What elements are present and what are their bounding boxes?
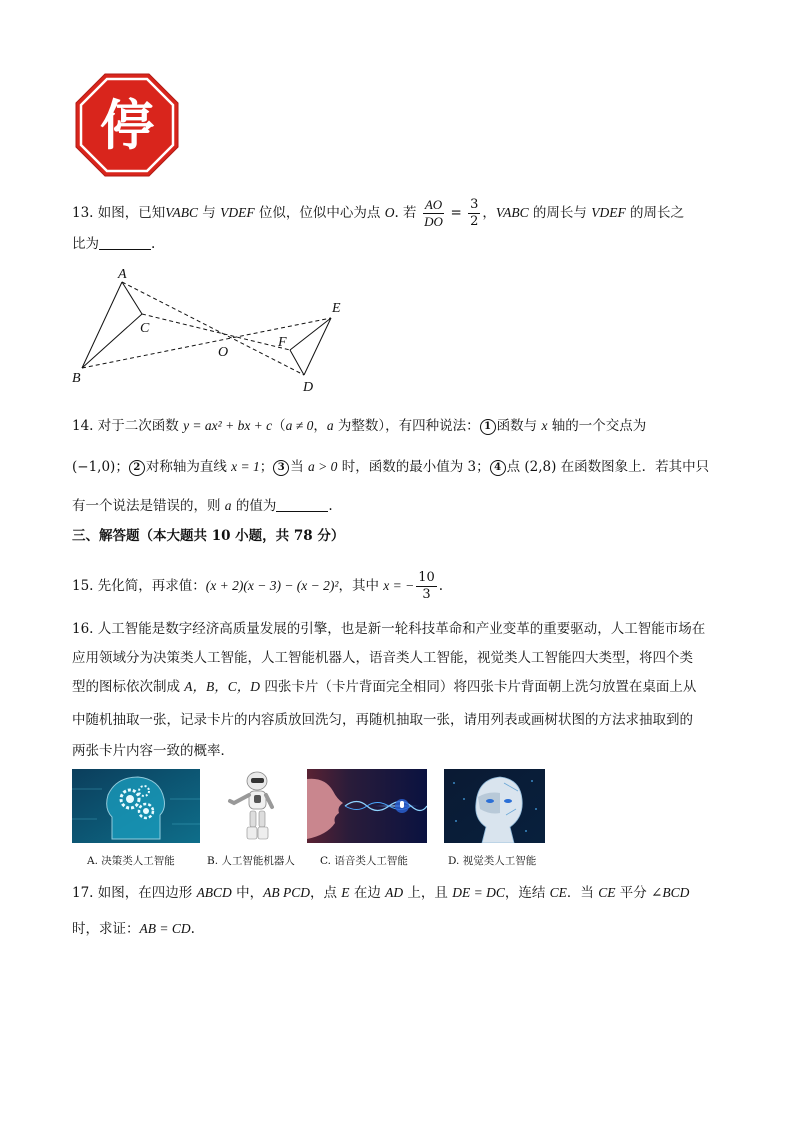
q14-line2 [72, 457, 709, 477]
q17-segment-ce: CE [549, 885, 567, 900]
stop-sign-image [74, 72, 180, 178]
fraction-numerator: AO [424, 197, 443, 212]
q13-text: . 若 [394, 205, 421, 221]
fraction-denominator: DO [424, 214, 443, 229]
q14-function: y = ax² + bx + c [183, 418, 273, 433]
q13-triangle-def: VDEF [591, 205, 626, 220]
q15-x-value: x = − [383, 578, 415, 593]
q17-text: 在边 [349, 885, 386, 901]
q14-text: 当 [290, 459, 309, 475]
circled-number-1: 1 [480, 419, 496, 435]
q17-conclusion: AB = CD [139, 921, 191, 936]
q15-expression: (x + 2)(x − 3) − (x − 2)² [205, 578, 339, 593]
caption-a: A. 决策类人工智能 [87, 855, 175, 867]
label-b: B [72, 371, 81, 386]
label-d: D [303, 380, 314, 395]
q16-text: 型的图标依次制成 [72, 679, 185, 695]
q13-triangle-abc: VABC [495, 205, 529, 220]
q16-line1: 16. 人工智能是数字经济高质量发展的引擎，也是新一轮科技革命和产业变革的重要驱动，人工智能市场在 [72, 621, 706, 637]
q17-point-e: E [341, 885, 350, 900]
q13-figure [66, 262, 356, 398]
q15-text: 15. 先化简，再求值： [72, 578, 206, 594]
q17-text: 17. 如图，在四边形 [72, 885, 197, 901]
q14-variable: a [224, 498, 232, 513]
label-a: A [118, 267, 127, 282]
q14-text: 轴的一个交点为 [547, 418, 647, 434]
q13-text: 与 [198, 205, 221, 221]
q14-text: ； [115, 459, 129, 475]
stop-sign-char: 停 [100, 94, 154, 157]
period: . [438, 578, 444, 594]
q14-text: 点 [506, 459, 525, 475]
fraction-denominator: 3 [422, 587, 431, 602]
fraction-numerator: 10 [418, 570, 435, 585]
q17-text: ，连结 [504, 885, 550, 901]
caption-c: C. 语音类人工智能 [320, 855, 408, 867]
circled-number-3: 3 [273, 460, 289, 476]
fraction-numerator: 3 [470, 197, 479, 212]
q17-segment-ce: CE [598, 885, 616, 900]
q17-quadrilateral: ABCD [196, 885, 232, 900]
q14-variable: x [541, 418, 548, 433]
q14-condition: a ≠ 0 [285, 418, 314, 433]
q14-text: ； [259, 459, 274, 475]
label-c: C [140, 321, 150, 336]
label-f: F [278, 335, 287, 350]
q13-center-o: O [384, 205, 395, 220]
q13-text: ， [482, 205, 496, 221]
equals-sign: = [446, 205, 467, 221]
period: . [151, 236, 156, 252]
q13-text: 的周长与 [528, 205, 592, 221]
period: . [190, 921, 195, 937]
q14-text: 对称轴为直线 [145, 459, 232, 475]
q15-text: ，其中 [338, 578, 384, 594]
circled-number-4: 4 [490, 460, 506, 476]
q14-text: 在函数图象上．若其中只 [556, 459, 710, 475]
card-b-image [212, 769, 292, 843]
caption-d: D. 视觉类人工智能 [448, 855, 537, 867]
q17-text: ，点 [309, 885, 342, 901]
q13-triangle-def: VDEF [220, 205, 255, 220]
q13-value-fraction [468, 197, 480, 230]
q13-ratio-fraction [423, 197, 444, 230]
q17-line1 [72, 883, 689, 903]
q15-fraction [416, 570, 437, 603]
q16-line4: 中随机抽取一张，记录卡片的内容质放回洗匀，再随机抽取一张，请用列表或画树状图的方法求抽取到的 [72, 712, 693, 728]
q17-text: 平分 [615, 885, 652, 901]
answer-blank[interactable] [276, 497, 328, 512]
q13-triangle-abc: VABC [165, 205, 199, 220]
label-e: E [332, 301, 341, 316]
q14-text: 有一个说法是错误的，则 [72, 498, 225, 514]
q14-line1 [72, 416, 646, 436]
q14-point: (2,8) [524, 459, 557, 475]
card-a-image [72, 769, 200, 843]
q16-line2: 应用领域分为决策类人工智能，人工智能机器人，语音类人工智能，视觉类人工智能四大类型，将四个类 [72, 650, 693, 666]
q14-variable: a [326, 418, 334, 433]
q13-text: 的周长之 [625, 205, 684, 221]
q14-text: （ [272, 418, 286, 434]
period: . [328, 498, 333, 514]
label-o: O [218, 345, 229, 360]
q14-text: ， [313, 418, 327, 434]
q17-parallel: AB PCD [263, 885, 310, 900]
card-c-image [307, 769, 427, 843]
card-d-image [444, 769, 545, 843]
q14-text: 为整数），有四种说法： [333, 418, 480, 434]
q17-text: 时，求证： [72, 921, 140, 937]
caption-b: B. 人工智能机器人 [207, 855, 295, 867]
q14-text: 时，函数的最小值为 3； [337, 459, 490, 475]
q17-text: 上，且 [403, 885, 453, 901]
q13-text: 比为 [72, 236, 99, 252]
q14-axis: x = 1 [231, 459, 260, 474]
q15-line [72, 570, 443, 603]
q14-text: 的值为 [231, 498, 277, 514]
q16-line3 [72, 677, 696, 697]
q13-text: 13. 如图，已知 [72, 205, 166, 221]
q17-text: ．当 [566, 885, 599, 901]
q17-side-ad: AD [385, 885, 404, 900]
q14-point: (−1,0) [72, 459, 116, 475]
q13-line1 [72, 197, 684, 230]
answer-blank[interactable] [99, 235, 151, 250]
q13-text: 位似，位似中心为点 [254, 205, 385, 221]
q14-line3 [72, 496, 333, 516]
q13-line2 [72, 234, 155, 254]
q16-line5: 两张卡片内容一致的概率． [72, 743, 234, 759]
q14-text: 14. 对于二次函数 [72, 418, 184, 434]
fraction-denominator: 2 [470, 214, 479, 229]
circled-number-2: 2 [129, 460, 145, 476]
q14-condition: a > 0 [308, 459, 338, 474]
section-heading: 三、解答题（本大题共 10 小题，共 78 分） [72, 528, 345, 544]
q14-text: 函数与 [496, 418, 542, 434]
q17-text: 中， [231, 885, 264, 901]
q16-card-letters: A，B，C，D [184, 679, 261, 694]
q17-equality: DE = DC [452, 885, 505, 900]
q17-line2 [72, 919, 195, 939]
q17-angle: ∠BCD [651, 885, 690, 900]
q16-text: 四张卡片（卡片背面完全相同）将四张卡片背面朝上洗匀放置在桌面上从 [260, 679, 697, 695]
